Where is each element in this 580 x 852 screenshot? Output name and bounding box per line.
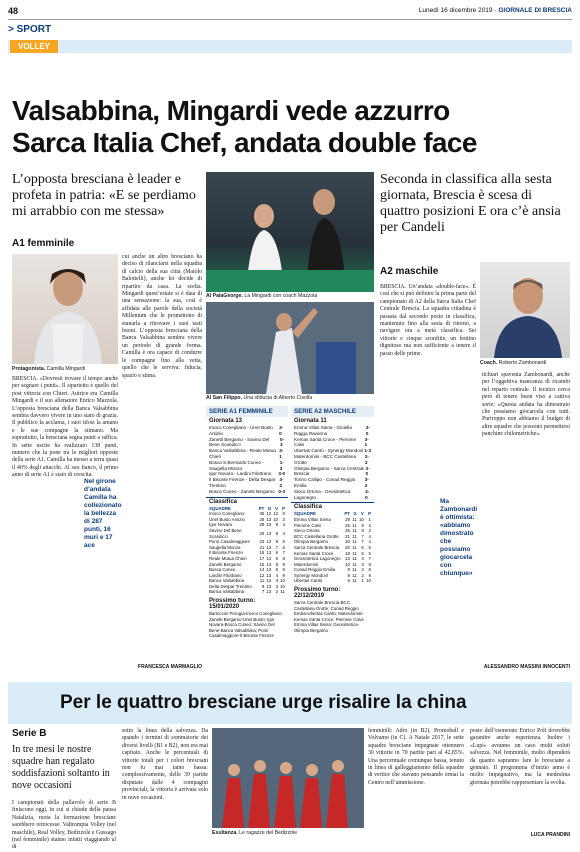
player-portrait-icon	[12, 254, 118, 364]
result-match: Banca Valsabbina - Reale Mutua Chieri	[209, 448, 276, 459]
table-cell: 4	[361, 556, 364, 562]
result-row	[209, 425, 285, 437]
table-cell: Conad Reggio Emilia	[294, 567, 336, 573]
table-cell: 18	[259, 550, 265, 556]
table-cell: Banca Valsabbina	[209, 578, 245, 584]
table-cell: 11	[352, 550, 357, 556]
table-cell: 8	[368, 567, 371, 573]
result-score: 3-0	[279, 425, 284, 436]
a2m-box	[291, 406, 374, 634]
table-cell: 3	[361, 567, 364, 573]
table-cell: 2	[368, 522, 371, 528]
result-match: Sieco Ortona - Geosintetica Lagonegro	[294, 488, 351, 500]
table-cell: 7	[261, 589, 265, 595]
table-cell: 1	[368, 516, 371, 522]
next-label: Prossimo turno:	[209, 598, 256, 605]
table-cell: 14	[259, 567, 265, 573]
standings-header-cell: SQUADRE	[209, 505, 231, 511]
table-cell: 11	[352, 539, 357, 545]
table-cell: 3	[275, 578, 279, 584]
zambonardi-photo	[480, 262, 570, 358]
a1f-next: Bartoccini Perugia-Imoco Conegliano; Zanetti Bergamo-Unet Busto; Igor Novara-Bosca Cuneo; Savino Del Bene-Banca Valsabbina; Pomì Casalmaggiore-Il Bisonte Firenze	[209, 611, 283, 639]
table-cell: 12	[273, 511, 279, 517]
table-cell: 13	[266, 561, 272, 567]
result-score: 3-1	[364, 436, 369, 448]
table-cell: 8	[282, 555, 285, 561]
result-score: 3-0	[365, 465, 370, 477]
a1f-round: Giornata 13	[209, 418, 243, 424]
right-pull-quote: Ma Zambonardi è ottimista: «abbiamo dimostrato che possiamo giocarcela con chiunque»	[440, 498, 478, 577]
section-text: SPORT	[16, 24, 52, 35]
table-cell: 2	[368, 528, 371, 534]
table-cell: 11	[352, 544, 357, 550]
table-cell: 13	[266, 572, 272, 578]
table-cell: 5	[275, 567, 279, 573]
a1f-standings-title: Classifica	[206, 497, 288, 506]
result-score: 3-0	[365, 425, 370, 436]
table-cell: 4	[275, 572, 279, 578]
table-cell: 28	[259, 516, 265, 522]
mingardi-photo	[12, 254, 118, 364]
table-cell: 9	[282, 572, 285, 578]
result-score: 3-0	[278, 471, 285, 477]
table-cell: 3	[282, 516, 285, 522]
table-cell: Banca Valsabbina	[209, 589, 245, 595]
result-match: Kemas Santa Croce - Piemme Calvi	[294, 436, 357, 448]
table-cell: Kemas Santa Croce	[294, 550, 334, 556]
table-cell: 10	[280, 578, 285, 584]
table-cell: 4	[368, 539, 371, 545]
table-cell: 6	[275, 550, 279, 556]
bottom-subhead: Serie B	[12, 728, 47, 739]
table-cell: 8	[347, 572, 350, 578]
bottom-signature: LUCA PRANDINI	[530, 832, 570, 838]
section-label: > SPORT	[8, 24, 52, 35]
table-cell: 29	[345, 516, 350, 522]
left-col2: cui anche un altro bresciano ha deciso di rilanciarsi nella squadra di calcio della sua città (Maiolo Balottelli), anche lei decide di ripartire da casa. La scelta. Mingardi quest’estate si è data di una sensazione: la sua, cosi è affidata alle parole della società Millenium che le promettono di stanarla a ritrovare i suoi tasti buoni. L’opposta bresciana della Banca Valsabbina sembra vivere un periodo di grande forma. Camilla è ora capace di condurre le compagne fino alla vetta, quello che le serviva: fiducia, spazio e stima.	[122, 254, 202, 379]
table-cell: 13	[266, 578, 272, 584]
table-cell: 17	[259, 555, 265, 561]
table-cell: Igor Novara	[209, 522, 232, 528]
a1f-next-label	[206, 597, 288, 611]
table-cell: 7	[368, 556, 371, 562]
result-row	[209, 448, 285, 460]
table-cell: Zanetti Bergamo	[209, 561, 242, 567]
table-cell: 11	[259, 578, 265, 584]
bottom-deck: In tre mesi le nostre squadre han regalato soddisfazioni soltanto in nove occasioni	[12, 744, 110, 791]
standings-header-cell: V	[360, 511, 364, 517]
table-cell: 10	[273, 516, 279, 522]
table-cell: 23	[259, 539, 265, 545]
table-cell: Imoco Conegliano	[209, 511, 245, 517]
result-row	[209, 437, 285, 449]
table-cell: Saugella Monza	[209, 544, 241, 550]
table-cell: 9	[275, 530, 279, 536]
table-cell: Sarca Centrale Brescia	[294, 544, 340, 550]
table-cell: 13	[266, 550, 272, 556]
result-match: Zanetti Bergamo - Savino Del Bene Scandicci	[209, 436, 270, 448]
table-cell: 12	[266, 511, 272, 517]
table-cell: 4	[282, 522, 285, 528]
table-cell: 9	[361, 528, 364, 534]
table-cell: 5	[368, 550, 371, 556]
table-cell: Lardini Filottrano	[209, 572, 242, 578]
table-cell: 13	[345, 556, 350, 562]
right-col1: BRESCIA. Un’andata «double-face». È così che si può definire la prima parte del campionato di A2 della Sarca Italia Chef Centrale Brescia. La squadra cittadina è passata dal secondo posto in classifica, mantenuto fino alla sesta di ritorno, a navigare ora a metà classifica. Sei vittorie e cinque sconfitte, un bottino dignitoso ma non sufficiente a tenere il passo delle prime.	[380, 284, 476, 357]
table-cell: 11	[352, 578, 357, 584]
table-cell: 13	[266, 583, 272, 589]
table-cell: 10	[345, 561, 350, 567]
table-cell: Unet Busto Arsizio	[209, 516, 245, 522]
result-score: 0-3	[279, 436, 285, 448]
result-row	[294, 437, 371, 449]
table-cell: 13	[266, 589, 272, 595]
left-deck: L’opposta bresciana è leader e profeta in patria: «E se perdiamo mi arrabbio con me stessa»	[12, 172, 196, 219]
next-date: 15/01/2020	[209, 604, 240, 611]
table-cell: 11	[352, 528, 357, 534]
standings-header-cell: P	[282, 505, 285, 511]
table-cell: Pomì Casalmaggiore	[209, 539, 250, 545]
table-cell: 8	[282, 567, 285, 573]
table-cell: 7	[282, 550, 285, 556]
standings-header-cell: PT	[344, 511, 350, 517]
page-number: 48	[8, 6, 19, 16]
a1f-title: SERIE A1 FEMMINILE	[206, 406, 288, 417]
table-cell: 20	[345, 539, 350, 545]
table-cell: 2	[275, 589, 279, 595]
caption-text: La Mingardi con coach Mazzola	[244, 293, 318, 299]
volley-tag: VOLLEY	[10, 40, 58, 53]
table-cell: Geosintetica Lagonegro	[294, 556, 341, 562]
table-cell: Delta Despar Trentino	[209, 583, 252, 589]
table-cell: 13	[266, 530, 272, 536]
volley-bar	[8, 40, 572, 53]
newspaper-name: GIORNALE DI BRESCIA	[498, 7, 572, 14]
result-score: 1-3	[279, 459, 284, 471]
next-date: 22/12/2019	[294, 593, 325, 600]
table-cell: 10	[366, 578, 371, 584]
table-cell: 9	[368, 572, 371, 578]
table-cell: 5	[282, 539, 285, 545]
a2m-round: Giornata 11	[294, 418, 327, 424]
table-cell: 6	[347, 578, 350, 584]
table-cell: 15	[259, 561, 265, 567]
caption-bold: Esultanza.	[212, 830, 238, 836]
table-cell: 4	[282, 530, 285, 536]
table-cell: Sieco Ortona	[294, 528, 320, 534]
table-cell: 6	[282, 544, 285, 550]
table-cell: 7	[361, 539, 364, 545]
result-score: 3-2	[364, 477, 369, 488]
result-match: Bosca S.Bernardo Cuneo - Saugella Monza	[209, 459, 264, 471]
table-row	[208, 528, 286, 539]
header-rule	[8, 19, 572, 20]
standings-header-cell: V	[275, 505, 279, 511]
table-cell: 10	[358, 516, 364, 522]
headline-line2: Sarca Italia Chef, andata double face	[12, 127, 477, 158]
table-cell: Reale Mutua Chieri	[209, 555, 247, 561]
a2m-title: SERIE A2 MASCHILE	[291, 406, 374, 417]
headline-line1: Valsabbina, Mingardi vede azzurro	[12, 95, 450, 126]
table-cell: 36	[259, 511, 265, 517]
caption-bold: Al San Filippo.	[206, 395, 243, 401]
result-match: Il Bisonte Firenze - Delta Despar Trentino	[209, 477, 276, 488]
a2m-next-label	[291, 586, 374, 600]
table-cell: 11	[352, 533, 357, 539]
table-cell: Emma Villas Siena	[294, 516, 331, 522]
result-row	[294, 477, 371, 489]
table-cell: 11	[352, 556, 357, 562]
right-signature: ALESSANDRO MASSINI INNOCENTI	[483, 664, 570, 670]
caption-text: Camilla Mingardi	[46, 366, 86, 372]
result-row	[209, 460, 285, 472]
left-signature: FRANCESCA MARMAGLIO	[138, 664, 202, 670]
a2m-standings-table	[293, 511, 372, 584]
next-label: Prossimo turno:	[294, 587, 341, 594]
bottom-headline: Per le quattro bresciane urge risalire la china	[60, 692, 467, 713]
result-score: 3-0	[365, 488, 370, 500]
table-cell: 11	[280, 589, 285, 595]
table-cell: 5	[368, 544, 371, 550]
table-cell: 13	[266, 555, 272, 561]
result-score: 3-1	[279, 448, 284, 459]
coach-player-icon	[206, 172, 374, 292]
caption-bold: Al PalaGeorge.	[206, 293, 243, 299]
result-match: Tonno Callipo - Conad Reggio Emilia	[294, 477, 356, 488]
result-score: 2-3	[364, 453, 369, 465]
a2m-standings	[291, 511, 374, 584]
standings-header-cell: G	[353, 511, 357, 517]
table-cell: 10	[280, 583, 285, 589]
left-subhead: A1 femminile	[12, 238, 75, 249]
a2m-results	[291, 425, 374, 500]
table-cell: 7	[275, 544, 279, 550]
table-cell: 18	[345, 550, 350, 556]
table-cell: 20	[345, 544, 350, 550]
table-cell: Il Bisonte Firenze	[209, 550, 243, 556]
table-cell: 13	[266, 522, 272, 528]
caption-bold: Protagonista.	[12, 366, 46, 372]
table-row	[293, 578, 372, 584]
table-cell: Savino Del Bene Scandicci	[209, 527, 242, 539]
table-cell: Ubertas Cantù	[294, 578, 323, 584]
a1f-box	[206, 406, 288, 639]
table-cell: 21	[259, 544, 265, 550]
table-cell: 26	[345, 522, 350, 528]
table-row	[208, 589, 286, 595]
standings-header-cell: PT	[258, 505, 265, 511]
center-photo-1	[206, 172, 374, 292]
result-match: Materdomini - BCC Castellana Grotte	[294, 453, 357, 465]
table-cell: 4	[368, 533, 371, 539]
bedizzole-photo	[212, 728, 364, 828]
table-cell: 11	[352, 522, 357, 528]
bottom-col3: femminili: Adro (in B2), Promoball e Volvamo (in C). A Natale 2017, le sette squadre bresciane impegnate ottennero 30 vittorie in 70 partite pari al 42,85%. Una percentuale comunque bassa, tenuto in linea di galleggiamento della squadre di vertice che stavano pensando ormai la Centro nell’ammissione.	[368, 728, 464, 786]
table-cell: 11	[352, 516, 357, 522]
a2m-standings-title: Classifica	[291, 502, 374, 511]
center-photo-2-caption	[206, 395, 374, 401]
spiker-icon	[206, 302, 374, 394]
table-cell: Piemme Calvi	[294, 522, 322, 528]
table-cell: 13	[266, 516, 272, 522]
a1f-standings-table	[208, 506, 286, 596]
table-cell: Synergy Mondovì	[294, 572, 329, 578]
result-score: 1-3	[364, 448, 371, 454]
center-photo-2	[206, 302, 374, 394]
table-cell: 6	[361, 544, 364, 550]
standings-header-cell: P	[368, 511, 371, 517]
result-match: Emma Villas Siena - Gioiella Ragga Ravenna	[294, 425, 352, 436]
table-cell: 8	[368, 561, 371, 567]
bottom-photo-caption	[212, 830, 364, 836]
table-cell: 28	[259, 522, 265, 528]
team-celebration-icon	[212, 728, 364, 828]
coach-portrait-icon	[480, 262, 570, 358]
table-cell: 11	[352, 572, 357, 578]
standings-header-cell: G	[267, 505, 272, 511]
table-cell: 5	[275, 561, 279, 567]
table-cell: 9	[261, 583, 265, 589]
table-cell: Materdomini	[294, 561, 319, 567]
issue-date: Lunedì 16 dicembre 2019 · GIORNALE DI BRESCIA	[418, 7, 572, 14]
bottom-col2: sotto la linea della salvezza. Da quando i termini di sommatorie dei diversi livelli (B1 e B2), non era mai capitato. Anche le percentuali di vittorie totali per i colori bresciani non fu mai tanto bassa: complessivamente, delle 39 partite disputate dalle 4 compagini provinciali, la vittoria è arrivata solo in nove occasioni.	[122, 728, 208, 801]
table-cell: 8	[282, 561, 285, 567]
result-match: Ubertas Cantù - Synergy Mondovì	[294, 448, 364, 454]
table-cell: Bosca Cuneo	[209, 567, 236, 573]
table-cell: 11	[352, 567, 357, 573]
result-row	[294, 466, 371, 478]
result-row	[294, 425, 371, 437]
table-cell: 1	[361, 578, 364, 584]
left-col1: BRESCIA. «Dovresti trovare il tempo anche per segnare i punti». Il siparietto è quello del post vittoria con Chieri. Autrice era Camilla Mingardi e il suo allenatore Enrico Mazzola. L’opposta bresciana della Banca Valsabbina sembra davvero vivere in uno stato di grazia. Il pubblico la acclama, i suoi tifosi la amano e le sue compagne la stimano. Ma soprattutto, la bresciana segna punti a raffica. In sette uscite ha realizzato 138 punti, numero che la pone tra le migliori opposte della serie A1. Camilla ha messo a terra quasi il 40% degli attacchi. Al suo fianco, il primo anno di serie A1 è stato di crescita.	[12, 376, 118, 479]
table-cell: BCC Castellana Grotte	[294, 533, 339, 539]
table-cell: 6	[361, 550, 364, 556]
page-header	[8, 4, 572, 18]
right-deck: Seconda in classifica alla sesta giornata, Brescia è scesa di quattro posizioni E ora c’è ansia per Candeli	[380, 172, 561, 235]
table-cell: 9	[347, 567, 350, 573]
left-pull-quote: Nel girone d’andata Camilla ha collezionato la bellezza di 287 punti, 16 muri e 17 ace	[84, 478, 122, 549]
table-cell: 13	[266, 567, 272, 573]
table-cell: 25	[345, 528, 350, 534]
result-match: Bosca Cuneo - Zanetti Bergamo	[209, 488, 275, 494]
table-cell: 8	[275, 539, 279, 545]
table-cell: 9	[275, 522, 279, 528]
result-score: 3-2	[279, 477, 284, 488]
table-cell: 9	[361, 522, 364, 528]
caption-bold: Coach.	[480, 360, 498, 366]
table-cell: 0	[282, 511, 285, 517]
a1f-results	[206, 425, 288, 495]
result-row	[294, 454, 371, 466]
result-match: Igor Novara - Lardini Filottrano	[209, 471, 272, 477]
result-match: Olimpia Bergamo - Sarca Centrale Brescia	[294, 465, 365, 477]
center-photo-1-caption	[206, 293, 374, 299]
bottom-col1: I campionati della pallavolo di serie B finiscono oggi, in cui si chiude della pausa Natalizia, ruota la formazione bresciane sarebbero retrocesse. Valtrompia Volley (nel maschile), Real Volley, Bedizzole e Gussago (nel femminile) stanno infatti viaggiando al di	[12, 800, 116, 851]
caption-text: Roberto Zambonardi	[498, 360, 547, 366]
result-row	[294, 489, 371, 501]
right-photo-caption	[480, 360, 570, 366]
table-cell: 25	[259, 530, 265, 536]
standings-header-cell: SQUADRE	[294, 511, 316, 517]
caption-text: Una sfiducia di Alberto Cisolla	[243, 395, 313, 401]
caption-text: Le ragazze del Bedizzole	[239, 830, 298, 836]
right-col2: tichiari spaventa Zambonardi, anche per l’oggettiva mancanza di ricambi nel reparto centrale. Il tecnico cerca però di tenere buon viso a cattiva sorte: «Questa andata ha dimostrato che possiamo giocarcela con tutti. Purtroppo non abbiamo il budget di altre squadre che possono permettersi panchine chilometriche».	[482, 372, 570, 438]
table-cell: Olimpia Bergamo	[294, 539, 328, 545]
table-cell: 7	[361, 533, 364, 539]
table-cell: 3	[275, 583, 279, 589]
table-cell: 2	[361, 572, 364, 578]
result-score: 0-3	[278, 488, 285, 494]
result-row	[209, 489, 285, 495]
table-cell: 13	[266, 544, 272, 550]
table-cell: 12	[259, 572, 265, 578]
table-cell: 13	[266, 539, 272, 545]
table-cell: 3	[361, 561, 364, 567]
table-cell: 21	[345, 533, 350, 539]
bottom-col4: posto dell’esonerato Enrico Poli dovrebbe garantire anche esperienza. Inoltre i «Lupi» avranno un caso molti soluti salvezza. Nel femminile, molto dipenderà da quanto sapranno fare le bresciane a gennaio. Il programma d’inizio anno è molto impegnativo, ma la medesima giornata potrebbe rappresentare la svolta.	[470, 728, 570, 786]
result-match: Imoco Conegliano - Unet Busto Arsizio	[209, 425, 273, 436]
result-row	[209, 477, 285, 489]
left-photo-caption	[12, 366, 118, 372]
a1f-standings	[206, 506, 288, 596]
bottom-headline-band	[8, 682, 572, 724]
table-cell: 11	[352, 561, 357, 567]
a2m-next: Sarca Centrale Brescia-BCC Castellana Grotte; Conad Reggio Emilia-Ubertas Cantù; Materdomini-Kemas Santa Croce; Piemme Calvi-Emma Villas Siena; Geosintetica-Olimpia Bergamo	[294, 600, 365, 634]
date-text: Lunedì 16 dicembre 2019	[418, 7, 493, 14]
table-cell: 5	[275, 555, 279, 561]
right-subhead: A2 maschile	[380, 266, 439, 277]
